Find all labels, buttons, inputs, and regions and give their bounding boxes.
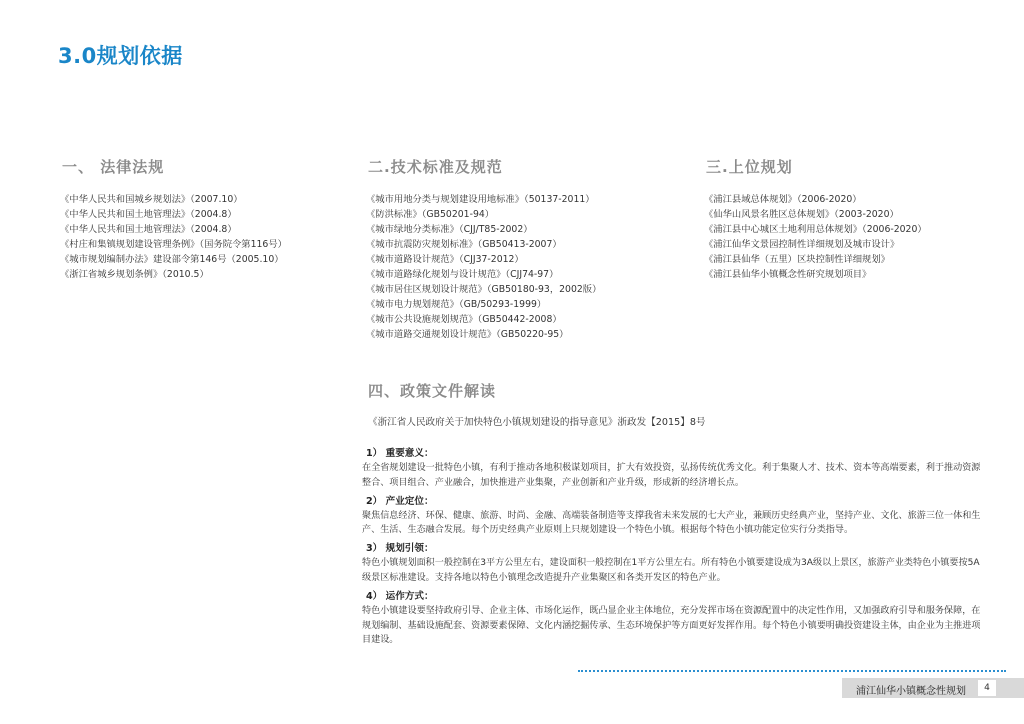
section-heading-standards: 二.技术标准及规范 — [368, 158, 503, 176]
law-list — [60, 192, 287, 282]
list-item: 《城市电力规划规范》（GB/50293-1999） — [366, 299, 547, 310]
policy-point-heading: 3） 规划引领： — [366, 543, 434, 555]
list-item: 《城市规划编制办法》建设部令第146号（2005.10） — [60, 254, 284, 265]
policy-point-body: 特色小镇规划面积一般控制在3平方公里左右，建设面积一般控制在1平方公里左右。所有特色小镇要建设成为3A级以上景区，旅游产业类特色小镇要按5A级景区标准建设。支持各地以特色小镇理念改造提升产业集聚区和各类开发区的特色产业。 — [362, 558, 980, 583]
list-item: 《城市道路设计规范》（CJJ37-2012） — [366, 254, 524, 265]
list-item: 《浦江县域总体规划》（2006-2020） — [704, 194, 862, 205]
policy-point-heading: 1） 重要意义： — [366, 448, 434, 459]
policy-point-body: 在全省规划建设一批特色小镇，有利于推动各地积极谋划项目，扩大有效投资，弘扬传统优秀文化。利于集聚人才、技术、资本等高端要素，利于推动资源整合、项目组合、产业融合，加快推进产业集聚，产业创新和产业升级，形成新的经济增长点。 — [362, 463, 981, 488]
list-item: 《防洪标准》（GB50201-94） — [366, 209, 495, 220]
list-item: 《城市公共设施规划规范》（GB50442-2008） — [366, 314, 562, 325]
policy-point-body: 聚焦信息经济、环保、健康、旅游、时尚、金融、高端装备制造等支撑我省未来发展的七大产业，兼顾历史经典产业，坚持产业、文化、旅游三位一体和生产、生活、生态融合发展。每个历史经典产业原则上只规划建设一个特色小镇。根据每个特色小镇功能定位实行分类指导。 — [362, 510, 981, 536]
section-heading-policy: 四、政策文件解读 — [368, 382, 497, 400]
list-item: 《中华人民共和国土地管理法》（2004.8） — [60, 209, 237, 220]
policy-block — [362, 414, 982, 650]
list-item: 《村庄和集镇规划建设管理条例》（国务院令第116号） — [60, 239, 287, 250]
list-item: 《城市绿地分类标准》（CJJ/T85-2002） — [366, 224, 533, 235]
footer-dotted-rule — [578, 670, 1006, 672]
list-item: 《浦江县仙华（五里）区块控制性详细规划》 — [704, 254, 890, 265]
section-heading-upper: 三.上位规划 — [706, 158, 793, 176]
policy-point-body: 特色小镇建设要坚持政府引导、企业主体、市场化运作，既凸显企业主体地位，充分发挥市场在资源配置中的决定性作用，又加强政府引导和服务保障，在规划编制、基础设施配套、资源要素保障、文化内涵挖掘传承、生态环境保护等方面更好发挥作用。每个特色小镇要明确投资建设主体，由企业为主推进项目建设。 — [362, 605, 981, 646]
list-item: 《城市用地分类与规划建设用地标准》（50137-2011） — [366, 194, 595, 205]
list-item: 《浦江仙华文景园控制性详细规划及城市设计》 — [704, 239, 900, 250]
list-item: 《中华人民共和国城乡规划法》（2007.10） — [60, 194, 243, 205]
list-item: 《仙华山风景名胜区总体规划》（2003-2020） — [704, 209, 899, 220]
list-item: 《城市居住区规划设计规范》（GB50180-93，2002版） — [366, 284, 602, 295]
list-item: 《城市抗震防灾规划标准》（GB50413-2007） — [366, 239, 562, 250]
list-item: 《城市道路交通规划设计规范》（GB50220-95） — [366, 329, 569, 340]
list-item: 《浙江省城乡规划条例》（2010.5） — [60, 269, 209, 280]
list-item: 《浦江县中心城区土地利用总体规划》（2006-2020） — [704, 224, 927, 235]
list-item: 《中华人民共和国土地管理法》（2004.8） — [60, 224, 237, 235]
policy-point-heading: 4） 运作方式： — [366, 590, 434, 602]
list-item: 《城市道路绿化规划与设计规范》（CJJ74-97） — [366, 269, 559, 280]
policy-point-heading: 2） 产业定位： — [366, 495, 434, 507]
policy-document-title: 《浙江省人民政府关于加快特色小镇规划建设的指导意见》浙政发【2015】8号 — [368, 417, 706, 428]
upper-list — [704, 192, 927, 282]
list-item: 《浦江县仙华小镇概念性研究规划项目》 — [704, 269, 872, 280]
section-heading-law: 一、 法律法规 — [62, 158, 165, 176]
page-number: 4 — [978, 680, 996, 696]
footer-project-name: 浦江仙华小镇概念性规划 — [856, 686, 966, 697]
page-title: 3.0规划依据 — [58, 44, 183, 68]
standards-list — [366, 192, 601, 342]
